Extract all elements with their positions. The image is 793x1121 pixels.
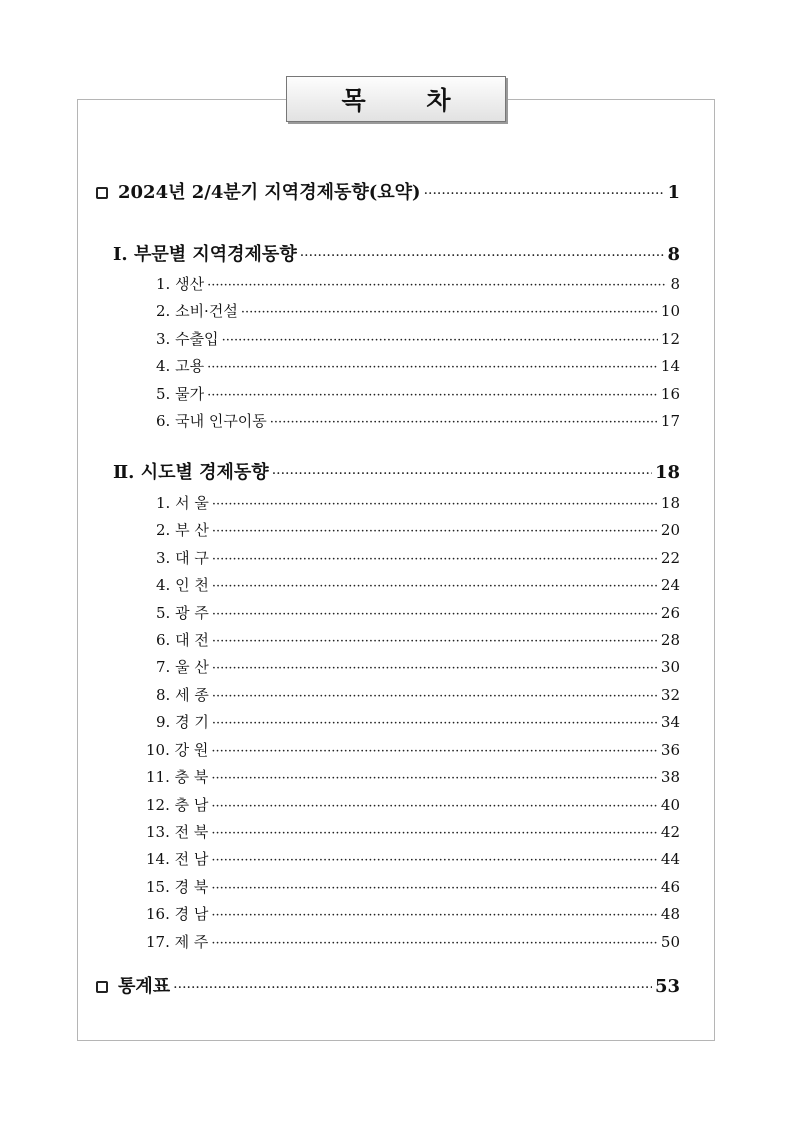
dot-leader [272,466,652,482]
toc-item[interactable] [156,547,680,568]
dot-leader [212,524,658,539]
toc-item-label: 15. 경 북 [146,878,209,896]
toc-page-number: 1 [667,182,680,203]
dot-leader [211,744,658,759]
toc-page-number: 14 [660,357,680,375]
dot-leader [211,826,658,841]
dot-leader [207,388,658,403]
toc-page-number: 42 [660,823,680,841]
toc-page-number: 50 [660,933,680,951]
toc-page-number: 17 [660,412,680,430]
toc-item-label: 2. 부 산 [156,521,209,539]
dot-leader [211,881,658,896]
toc-item-label: 8. 세 종 [156,686,209,704]
dot-leader [270,415,658,430]
toc-page-number: 8 [667,244,680,265]
toc-item[interactable] [156,273,680,294]
toc-item[interactable] [156,629,680,650]
toc-entry-label: 통계표 [118,976,171,997]
toc-page-number: 46 [660,878,680,896]
dot-leader [211,771,658,786]
dot-leader [212,497,658,512]
toc-page-number: 20 [660,521,680,539]
toc-item[interactable] [146,739,680,760]
dot-leader [173,980,652,996]
toc-page-number: 34 [660,713,680,731]
toc-page-number: 30 [660,658,680,676]
toc-item[interactable] [156,711,680,732]
toc-page-number: 48 [660,905,680,923]
toc-page-number: 36 [660,741,680,759]
toc-section-2[interactable] [113,458,680,484]
toc-entry-label: 2024년 2/4분기 지역경제동향(요약) [118,182,421,203]
toc-item-label: 5. 광 주 [156,604,209,622]
toc-item-label: 1. 서 울 [156,494,209,512]
dot-leader [212,661,658,676]
toc-item[interactable] [146,821,680,842]
toc-item[interactable] [146,903,680,924]
dot-leader [241,305,658,320]
dot-leader [207,278,667,293]
toc-page-number: 18 [654,462,680,483]
toc-item-label: 1. 생산 [156,275,205,293]
dot-leader [212,634,658,649]
toc-item-label: 16. 경 남 [146,905,209,923]
toc-page-number: 16 [660,385,680,403]
toc-item[interactable] [146,876,680,897]
toc-item-label: 13. 전 북 [146,823,209,841]
dot-leader [211,853,658,868]
dot-leader [222,333,658,348]
toc-item-label: 9. 경 기 [156,713,209,731]
toc-item[interactable] [146,794,680,815]
toc-page-number: 24 [660,576,680,594]
toc-entry-label: Ⅱ. 시도별 경제동향 [113,462,269,483]
toc-item-label: 3. 대 구 [156,549,209,567]
checkbox-square-icon [96,187,108,199]
dot-leader [212,607,658,622]
toc-page-number: 32 [660,686,680,704]
toc-page-number: 40 [660,796,680,814]
toc-item[interactable] [156,383,680,404]
toc-item[interactable] [156,355,680,376]
toc-page-number: 26 [660,604,680,622]
toc-item[interactable] [156,519,680,540]
toc-item[interactable] [156,328,680,349]
toc-item-label: 14. 전 남 [146,850,209,868]
dot-leader [212,689,658,704]
dot-leader [212,552,658,567]
toc-page-number: 12 [660,330,680,348]
toc-item-label: 6. 대 전 [156,631,209,649]
toc-item-label: 4. 인 천 [156,576,209,594]
toc-page-number: 38 [660,768,680,786]
toc-item-label: 11. 충 북 [146,768,209,786]
toc-page-number: 28 [660,631,680,649]
toc-item[interactable] [156,656,680,677]
toc-section-1[interactable] [113,240,680,266]
toc-item[interactable] [156,602,680,623]
toc-page-number: 53 [654,976,680,997]
toc-item[interactable] [146,848,680,869]
toc-item-label: 5. 물가 [156,385,205,403]
dot-leader [211,799,658,814]
toc-item[interactable] [156,300,680,321]
dot-leader [211,908,658,923]
checkbox-square-icon [96,981,108,993]
toc-entry-summary[interactable] [96,178,680,204]
toc-item-label: 2. 소비·건설 [156,302,238,320]
toc-page-number: 10 [660,302,680,320]
toc-entry-label: Ⅰ. 부문별 지역경제동향 [113,244,297,265]
toc-item[interactable] [156,574,680,595]
toc-item[interactable] [156,410,680,431]
toc-page-number: 44 [660,850,680,868]
toc-item-label: 3. 수출입 [156,330,219,348]
toc-item-label: 4. 고용 [156,357,205,375]
toc-item-label: 17. 제 주 [146,933,209,951]
dot-leader [300,248,665,264]
toc-item[interactable] [146,931,680,952]
dot-leader [211,936,658,951]
toc-item-label: 12. 충 남 [146,796,209,814]
dot-leader [212,579,658,594]
dot-leader [207,360,658,375]
toc-entry-stats[interactable] [96,972,680,998]
toc-item[interactable] [156,684,680,705]
toc-page-number: 8 [670,275,680,293]
toc-item[interactable] [146,766,680,787]
toc-item-label: 7. 울 산 [156,658,209,676]
toc-page-number: 18 [660,494,680,512]
toc-title: 목 차 [341,86,477,115]
dot-leader [424,186,665,202]
dot-leader [212,716,658,731]
toc-item[interactable] [156,492,680,513]
toc-page-number: 22 [660,549,680,567]
toc-item-label: 10. 강 원 [146,741,209,759]
toc-item-label: 6. 국내 인구이동 [156,412,267,430]
